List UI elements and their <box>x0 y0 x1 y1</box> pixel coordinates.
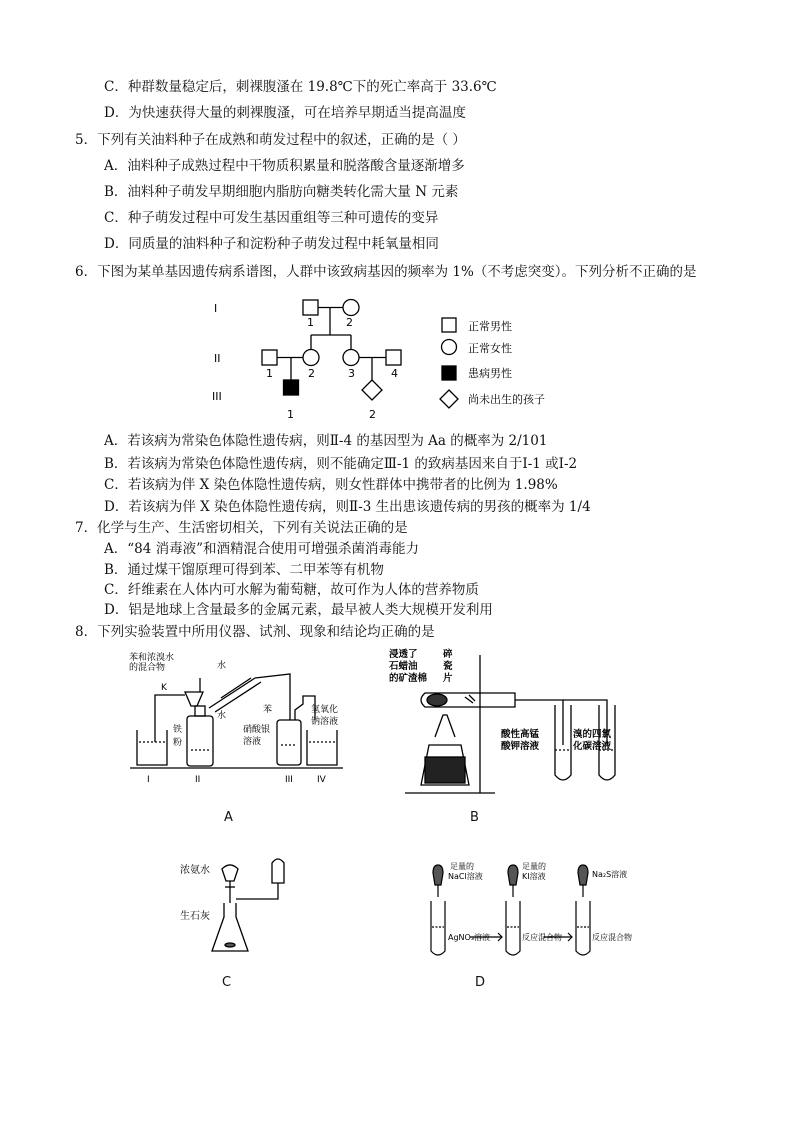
q7-option-a: A．“84 消毒液”和酒精混合使用可增强杀菌消毒能力 <box>104 541 420 557</box>
individual-i-1 <box>303 300 318 315</box>
fig-d-label: 足量的 <box>450 862 474 871</box>
individual-ii-4 <box>386 350 401 365</box>
fig-a-label: 氢氧化 <box>311 705 339 715</box>
q5-stem: 5．下列有关油料种子在成熟和萌发过程中的叙述，正确的是（ ） <box>75 132 466 148</box>
q6-option-d: D．若该病为伴 X 染色体隐性遗传病，则Ⅱ-3 生出患该遗传病的男孩的概率为 1/4 <box>104 499 591 515</box>
q5-option-d: D．同质量的油料种子和淀粉种子萌发过程中耗氧量相同 <box>104 236 439 252</box>
q7-option-d: D．铝是地球上含量最多的金属元素，最早被人类大规模开发利用 <box>104 602 493 618</box>
figure-d-apparatus <box>412 855 652 965</box>
fig-c-label: 生石灰 <box>180 911 210 922</box>
figure-a-caption: A <box>224 810 233 825</box>
individual-number: 2 <box>346 316 353 329</box>
fig-a-label: II <box>195 775 201 785</box>
fig-d-label: 足量的 <box>522 862 546 871</box>
q7-stem: 7．化学与生产、生活密切相关，下列有关说法正确的是 <box>75 520 408 536</box>
fig-b-label: 酸性高锰 <box>501 729 540 740</box>
generation-label: II <box>214 352 221 365</box>
q6-stem: 6．下图为某单基因遗传病系谱图，人群中该致病基因的频率为 1%（不考虑突变）。下列分析不正确的是 <box>75 264 697 280</box>
individual-number: 2 <box>308 367 315 380</box>
figure-b-caption: B <box>470 810 479 825</box>
fig-a-label: 水 <box>217 661 227 671</box>
fig-a-label: IV <box>317 775 326 785</box>
legend-label: 正常男性 <box>468 320 512 333</box>
q6-option-b: B．若该病为常染色体隐性遗传病，则不能确定Ⅲ-1 的致病基因来自于Ⅰ-1 或Ⅰ-2 <box>104 456 578 472</box>
fig-a-label: 粉 <box>173 738 183 748</box>
fig-b-label: 化碳溶液 <box>573 741 612 752</box>
individual-ii-1 <box>262 350 277 365</box>
individual-number: 2 <box>369 408 376 421</box>
q5-option-a: A．油料种子成熟过程中干物质积累量和脱落酸含量逐渐增多 <box>104 158 465 174</box>
fig-a-label: 溶液 <box>243 737 262 747</box>
generation-label: I <box>214 302 218 315</box>
fig-b-label: 酸钾溶液 <box>501 741 540 752</box>
legend-label: 正常女性 <box>468 342 512 355</box>
q4-option-d: D．为快速获得大量的刺裸腹溞，可在培养早期适当提高温度 <box>104 105 466 121</box>
fig-b-label: 的矿渣棉 <box>389 673 428 684</box>
individual-i-2 <box>343 300 359 316</box>
individual-ii-3 <box>343 350 359 366</box>
fig-a-label: 苯 <box>263 705 273 715</box>
legend-label: 患病男性 <box>468 367 512 380</box>
fig-b-label: 碎 <box>443 649 453 660</box>
legend-square-icon <box>442 318 456 332</box>
fig-b-label: 浸透了 <box>389 649 418 660</box>
fig-a-label: I <box>147 775 150 785</box>
figure-c-apparatus <box>178 855 308 965</box>
fig-a-label: 钠溶液 <box>311 717 339 727</box>
figure-b-apparatus <box>385 645 625 800</box>
q8-stem: 8．下列实验装置中所用仪器、试剂、现象和结论均正确的是 <box>75 624 435 640</box>
q6-option-a: A．若该病为常染色体隐性遗传病，则Ⅱ-4 的基因型为 Aa 的概率为 2/101 <box>104 433 548 449</box>
fig-d-label: 反应混合物 <box>522 933 562 942</box>
pedigree-diagram <box>200 290 600 430</box>
fig-d-label: 反应混合物 <box>592 933 632 942</box>
figure-d-caption: D <box>475 975 486 990</box>
q5-option-c: C．种子萌发过程中可发生基因重组等三种可遗传的变异 <box>104 210 439 226</box>
individual-number: 3 <box>348 367 355 380</box>
fig-b-label: 瓷 <box>443 661 453 672</box>
q5-option-b: B．油料种子萌发早期细胞内脂肪向糖类转化需大量 N 元素 <box>104 184 459 200</box>
legend-circle-icon <box>442 340 457 355</box>
individual-number: 1 <box>266 367 273 380</box>
fig-b-label: 片 <box>443 673 453 684</box>
figure-a-apparatus <box>125 650 355 790</box>
fig-d-label: NaCl溶液 <box>448 872 483 881</box>
q7-option-c: C．纤维素在人体内可水解为葡萄糖，故可作为人体的营养物质 <box>104 582 479 598</box>
individual-iii-1 <box>284 380 299 395</box>
individual-ii-2 <box>303 350 319 366</box>
fig-a-label: 苯和浓溴水 <box>129 653 175 663</box>
fig-a-label: K <box>161 683 167 693</box>
fig-b-label: 溴的四氯 <box>573 729 612 740</box>
individual-number: 1 <box>307 316 314 329</box>
figure-c-caption: C <box>222 975 232 990</box>
legend-filled-square-icon <box>442 366 456 380</box>
individual-number: 1 <box>287 408 294 421</box>
generation-label: III <box>212 390 222 403</box>
q7-option-b: B．通过煤干馏原理可得到苯、二甲苯等有机物 <box>104 562 384 578</box>
individual-number: 4 <box>391 367 398 380</box>
fig-b-label: 石蜡油 <box>389 661 418 672</box>
legend-label: 尚未出生的孩子 <box>468 393 545 406</box>
legend-diamond-icon <box>440 390 458 408</box>
individual-iii-2 <box>362 380 382 400</box>
q6-option-c: C．若该病为伴 X 染色体隐性遗传病，则女性群体中携带者的比例为 1.98% <box>104 477 558 493</box>
fig-d-label: KI溶液 <box>522 872 546 881</box>
fig-c-label: 浓氨水 <box>180 865 210 876</box>
fig-a-label: 铁 <box>173 725 183 735</box>
fig-a-label: 硝酸银 <box>243 725 271 735</box>
fig-a-label: 的混合物 <box>129 663 166 673</box>
fig-d-label: AgNO₃溶液 <box>448 933 491 942</box>
fig-d-label: Na₂S溶液 <box>592 870 628 879</box>
fig-a-label: III <box>285 775 293 785</box>
q4-option-c: C．种群数量稳定后，刺裸腹溞在 19.8℃下的死亡率高于 33.6℃ <box>104 79 497 95</box>
fig-a-label: 水 <box>217 711 227 721</box>
